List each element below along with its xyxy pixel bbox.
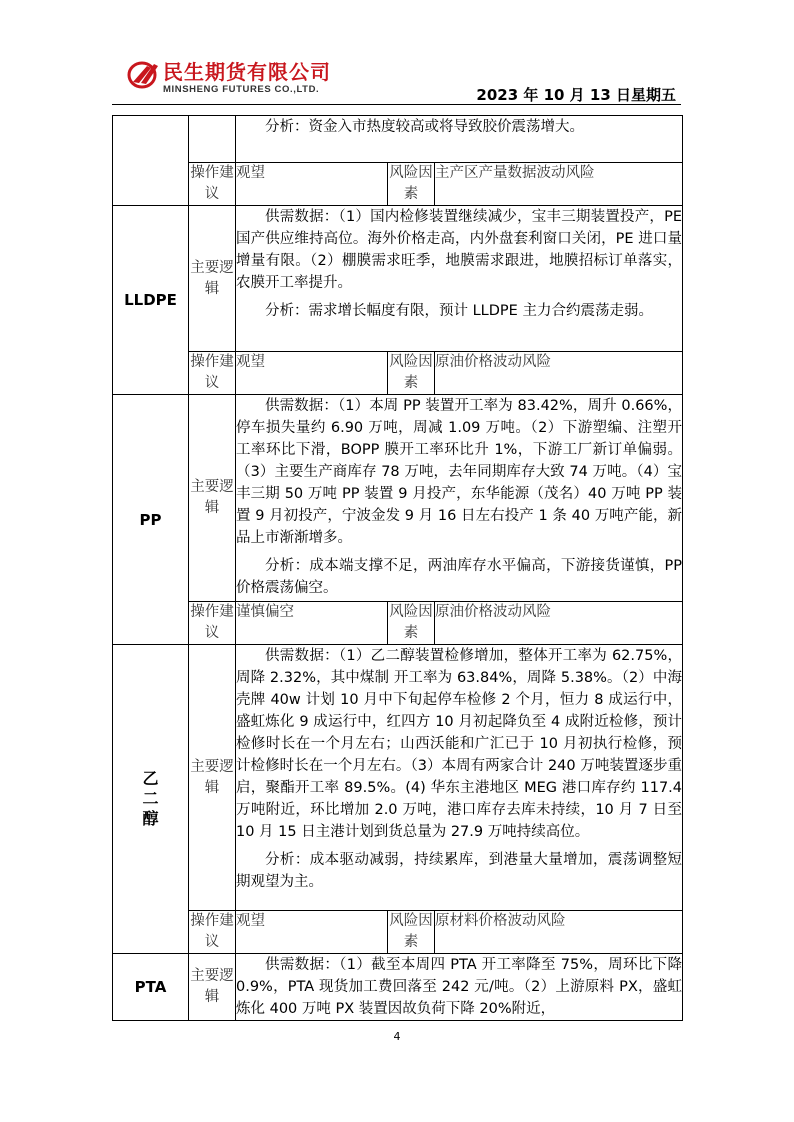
op-advice-value: 观望 bbox=[236, 911, 388, 954]
op-advice-value: 谨慎偏空 bbox=[236, 602, 388, 645]
op-advice-label: 操作建议 bbox=[189, 352, 236, 395]
risk-value: 原油价格波动风险 bbox=[435, 602, 683, 645]
supply-demand-text: 供需数据：（1）乙二醇装置检修增加，整体开工率为 62.75%，周降 2.32%，其中煤制 开工率为 63.84%，周降 5.38%。（2）中海壳牌 40w 计划 10 月中下旬起停车检修 2 个月，恒力 8 成运行中，盛虹炼化 9 成运行中，红四方 10 月初起降负至 4 成附近检修，预计检修时长在一个月左右；山西沃能和广汇已于 10 月初执行检修，预计检修时长在一个月左右。（3）本周有两家合计 240 万吨装置逐步重启，聚酯开工率 89.5%。(4) 华东主港地区 MEG 港口库存约 117.4 万吨附近，环比增加 2.0 万吨，港口库存去库未持续，10 月 7 日至 10 月 15 日主港计划到货总量为 27.9 万吨持续高位。 bbox=[236, 648, 683, 840]
main-logic-label: 主要逻辑 bbox=[189, 645, 236, 911]
report-date: 2023 年 10 月 13 日星期五 bbox=[476, 86, 676, 104]
table-row bbox=[113, 645, 683, 911]
header-divider bbox=[112, 104, 681, 105]
page-number: 4 bbox=[393, 1030, 401, 1043]
main-logic-label: 主要逻辑 bbox=[189, 395, 236, 602]
main-logic-label: 主要逻辑 bbox=[189, 206, 236, 352]
op-advice-value: 观望 bbox=[236, 352, 388, 395]
risk-value: 原材料价格波动风险 bbox=[435, 911, 683, 954]
risk-label: 风险因素 bbox=[388, 911, 435, 954]
logic-cell bbox=[236, 206, 683, 352]
product-name-char: 乙 bbox=[142, 769, 159, 788]
company-name-cn: 民生期货有限公司 bbox=[163, 60, 331, 84]
main-logic-label: 主要逻辑 bbox=[189, 954, 236, 1021]
logic-cell bbox=[236, 395, 683, 602]
analysis-text: 分析：成本驱动减弱，持续累库，到港量大量增加，震荡调整短期观望为主。 bbox=[236, 852, 683, 890]
company-name-en: MINSHENG FUTURES CO.,LTD. bbox=[163, 84, 320, 95]
minsheng-logo-icon bbox=[127, 58, 161, 90]
logic-label-continued bbox=[189, 116, 236, 163]
analysis-text: 分析：需求增长幅度有限，预计 LLDPE 主力合约震荡走弱。 bbox=[265, 303, 653, 319]
table-row bbox=[113, 116, 683, 163]
product-cell-continued bbox=[113, 116, 189, 206]
table-row bbox=[113, 395, 683, 602]
product-name-char: 二 bbox=[142, 789, 159, 808]
risk-value: 原油价格波动风险 bbox=[435, 352, 683, 395]
op-advice-label: 操作建议 bbox=[189, 163, 236, 206]
table-row bbox=[113, 954, 683, 1021]
risk-label: 风险因素 bbox=[388, 163, 435, 206]
table-row bbox=[113, 911, 683, 954]
supply-demand-text: 供需数据：（1）截至本周四 PTA 开工率降至 75%，周环比下降 0.9%，PTA 现货加工费回落至 242 元/吨。（2）上游原料 PX，盛虹炼化 400 万吨 PX 装置因故负荷下降 20%附近， bbox=[236, 957, 683, 1017]
op-advice-label: 操作建议 bbox=[189, 602, 236, 645]
table-row bbox=[113, 163, 683, 206]
product-name-lldpe: LLDPE bbox=[113, 206, 189, 395]
risk-label: 风险因素 bbox=[388, 602, 435, 645]
product-name-pp: PP bbox=[113, 395, 189, 645]
risk-value: 主产区产量数据波动风险 bbox=[435, 163, 683, 206]
table-row bbox=[113, 206, 683, 352]
logic-cell bbox=[236, 116, 683, 163]
product-name-char: 醇 bbox=[142, 809, 159, 828]
analysis-text: 分析：成本端支撑不足，两油库存水平偏高，下游接货谨慎，PP 价格震荡偏空。 bbox=[236, 558, 683, 596]
analysis-text: 分析：资金入市热度较高或将导致胶价震荡增大。 bbox=[265, 119, 584, 135]
op-advice-label: 操作建议 bbox=[189, 911, 236, 954]
product-name-vertical bbox=[142, 769, 158, 829]
logic-cell bbox=[236, 645, 683, 911]
product-name-meg bbox=[113, 645, 189, 954]
op-advice-value: 观望 bbox=[236, 163, 388, 206]
strategy-table bbox=[112, 115, 683, 1021]
table-row bbox=[113, 602, 683, 645]
risk-label: 风险因素 bbox=[388, 352, 435, 395]
product-name-pta: PTA bbox=[113, 954, 189, 1021]
table-row bbox=[113, 352, 683, 395]
supply-demand-text: 供需数据：（1）国内检修装置继续减少，宝丰三期装置投产，PE 国产供应维持高位。海外价格走高，内外盘套利窗口关闭，PE 进口量增量有限。（2）棚膜需求旺季，地膜需求跟进，地膜招标订单落实，农膜开工率提升。 bbox=[236, 209, 683, 291]
page-header bbox=[0, 0, 794, 110]
logic-cell bbox=[236, 954, 683, 1021]
supply-demand-text: 供需数据：（1）本周 PP 装置开工率为 83.42%，周升 0.66%，停车损失量约 6.90 万吨，周减 1.09 万吨。（2）下游塑编、注塑开工率环比下滑，BOPP 膜开工率环比升 1%，下游工厂新订单偏弱。（3）主要生产商库存 78 万吨，去年同期库存大致 74 万吨。（4）宝丰三期 50 万吨 PP 装置 9 月投产，东华能源（茂名）40 万吨 PP 装置 9 月初投产，宁波金发 9 月 16 日左右投产 1 条 40 万吨产能，新品上市渐渐增多。 bbox=[236, 398, 683, 546]
